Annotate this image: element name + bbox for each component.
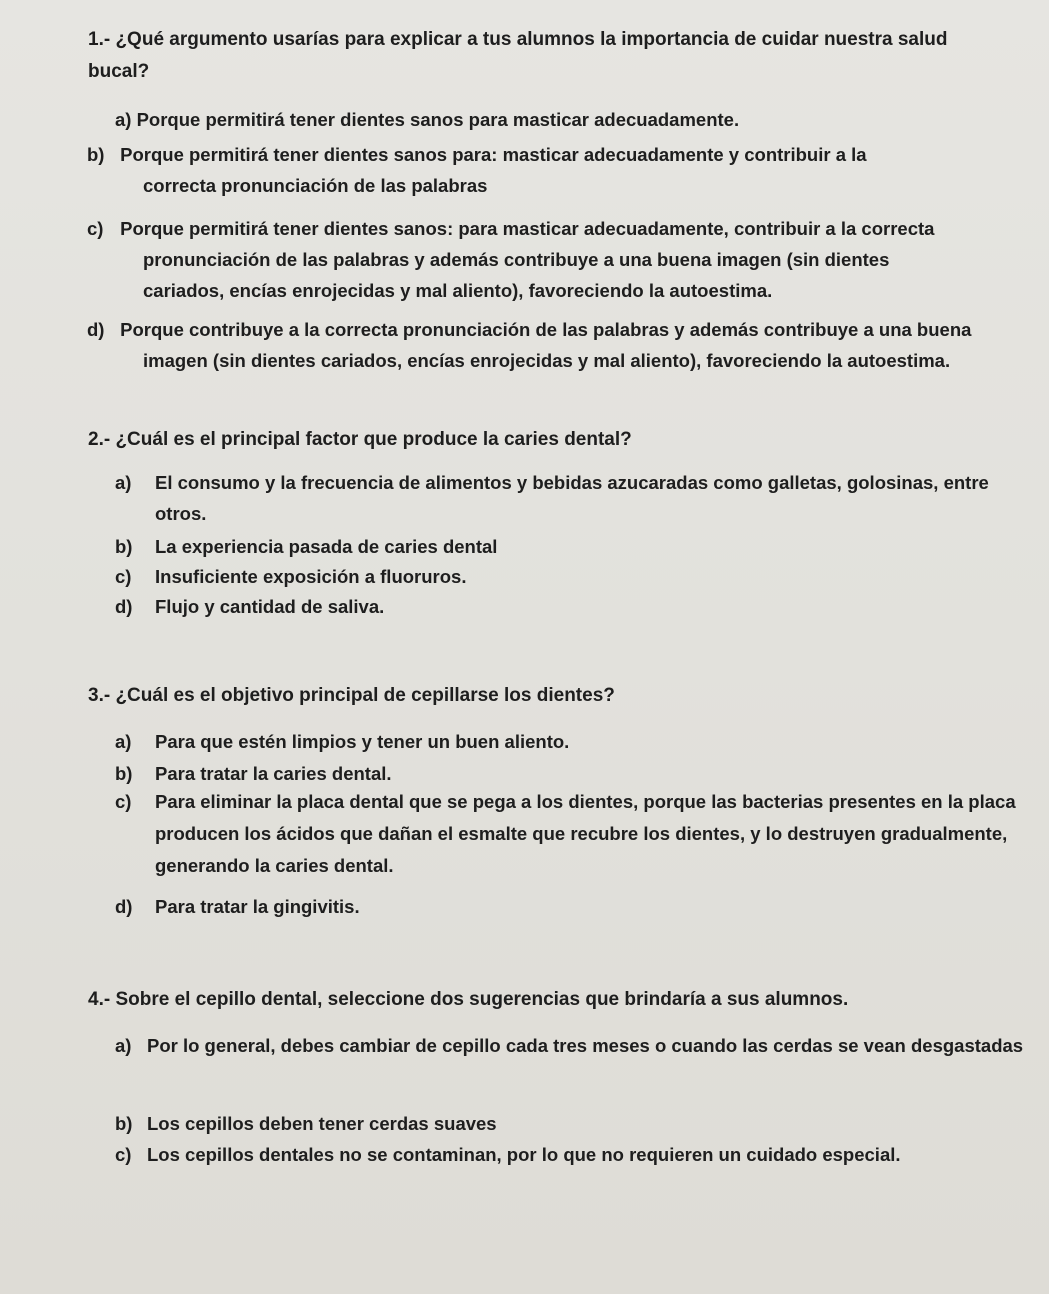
question-3-option-b	[115, 758, 995, 789]
question-4-option-c	[115, 1139, 1015, 1170]
question-3-option-a	[115, 726, 995, 757]
option-text: Para que estén limpios y tener un buen aliento.	[155, 731, 570, 752]
option-letter: a)	[115, 472, 132, 493]
option-letter: b)	[115, 536, 133, 557]
question-3-option-d	[115, 891, 995, 922]
option-text: Para tratar la caries dental.	[155, 763, 392, 784]
option-text: El consumo y la frecuencia de alimentos y bebidas azucaradas como galletas, golosinas, entre otros.	[155, 472, 989, 524]
option-letter: c)	[115, 1144, 132, 1165]
option-letter: d)	[115, 896, 133, 917]
question-1-option-d: d) Porque contribuye a la correcta pronunciación de las palabras y además contribuye a una buena imagen (sin dientes cariados, encías enrojecidas y mal aliento), favoreciendo la autoestima.	[87, 319, 972, 371]
question-1-option-c: c) Porque permitirá tener dientes sanos: para masticar adecuadamente, contribuir a la correcta pronunciación de las palabras y además contribuye a una buena imagen (sin dientes cariados, encías enrojecidas y mal aliento), favoreciendo la autoestima.	[87, 218, 935, 301]
question-4-option-b	[115, 1108, 995, 1139]
option-text: Porque permitirá tener dientes sanos para masticar adecuadamente.	[136, 109, 740, 130]
question-1-title: 1.- ¿Qué argumento usarías para explicar a tus alumnos la importancia de cuidar nuestra salud bucal?	[88, 29, 948, 82]
option-letter: a)	[115, 1035, 132, 1056]
question-2-option-b	[115, 531, 995, 562]
question-3-title: 3.- ¿Cuál es el objetivo principal de cepillarse los dientes?	[88, 685, 615, 706]
option-letter: a)	[115, 731, 132, 752]
option-text: Insuficiente exposición a fluoruros.	[155, 566, 467, 587]
question-2-title: 2.- ¿Cuál es el principal factor que produce la caries dental?	[88, 429, 632, 450]
question-4-title: 4.- Sobre el cepillo dental, seleccione dos sugerencias que brindaría a sus alumnos.	[88, 989, 849, 1010]
question-4-option-a	[115, 1030, 1027, 1061]
option-text: Flujo y cantidad de saliva.	[155, 596, 385, 617]
option-letter: a)	[115, 109, 132, 130]
question-1-option-b: b) Porque permitirá tener dientes sanos para: masticar adecuadamente y contribuir a la correcta pronunciación de las palabras	[87, 144, 867, 196]
question-3-option-c	[115, 786, 1035, 882]
question-2-option-a	[115, 467, 1035, 529]
option-letter: c)	[115, 791, 132, 812]
option-letter: d)	[115, 596, 133, 617]
option-text: La experiencia pasada de caries dental	[155, 536, 498, 557]
option-text: Porque permitirá tener dientes sanos: para masticar adecuadamente, contribuir a la correcta pronunciación de las palabras y además contribuye a una buena imagen (sin dientes cariados, encías enrojecidas y mal aliento), favoreciendo la autoestima.	[120, 218, 935, 301]
option-letter: c)	[115, 566, 132, 587]
option-letter: b)	[115, 1113, 133, 1134]
option-text: Los cepillos dentales no se contaminan, por lo que no requieren un cuidado especial.	[147, 1144, 901, 1165]
question-2-option-c	[115, 561, 995, 592]
option-text: Porque permitirá tener dientes sanos para: masticar adecuadamente y contribuir a la correcta pronunciación de las palabras	[120, 144, 867, 196]
option-text: Para tratar la gingivitis.	[155, 896, 360, 917]
question-1-option-a	[115, 104, 995, 135]
option-text: Para eliminar la placa dental que se pega a los dientes, porque las bacterias presentes en la placa producen los ácidos que dañan el esmalte que recubre los dientes, y lo destruyen gradualmente, generando la caries dental.	[155, 791, 1016, 876]
option-text: Por lo general, debes cambiar de cepillo cada tres meses o cuando las cerdas se vean desgastadas	[147, 1035, 1024, 1056]
option-text: Los cepillos deben tener cerdas suaves	[147, 1113, 497, 1134]
option-letter: b)	[115, 763, 133, 784]
question-2-option-d	[115, 591, 995, 622]
option-text: Porque contribuye a la correcta pronunciación de las palabras y además contribuye a una buena imagen (sin dientes cariados, encías enrojecidas y mal aliento), favoreciendo la autoestima.	[120, 319, 972, 371]
